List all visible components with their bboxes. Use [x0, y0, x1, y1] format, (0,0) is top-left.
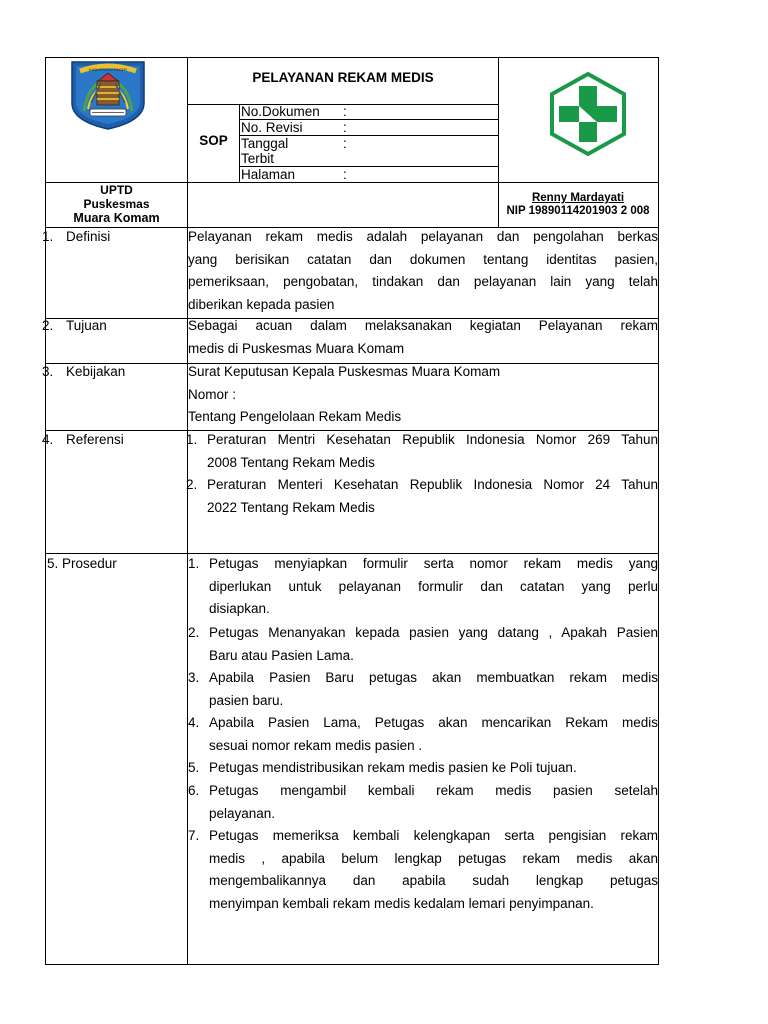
section-body-kebijakan [188, 361, 658, 429]
step-line: Petugas memeriksa kembali kelengkapan serta pengisian rekam [209, 828, 658, 843]
step-line: Petugas Menanyakan kepada pasien yang datang , Apakah Pasien [209, 625, 658, 640]
section-number: 4. [42, 432, 54, 447]
body-line: Sebagai acuan dalam melaksanakan kegiatan Pelayanan rekam [188, 318, 658, 333]
body-line: Surat Keputusan Kepala Puskesmas Muara Komam [188, 364, 501, 379]
step-line: diperlukan untuk pelayanan formulir dan catatan yang perlu [209, 578, 658, 594]
procedure-step [209, 825, 658, 916]
body-line: pemeriksaan, pengobatan, tindakan dan pelayanan lain yang telah [188, 274, 658, 290]
section-label-referensi: Referensi [66, 432, 124, 447]
section-label-prosedur: 5. Prosedur [47, 556, 117, 571]
signer-nip: NIP 19890114201903 2 008 [506, 205, 650, 217]
step-line: Petugas mengambil kembali rekam medis pasien setelah [209, 783, 658, 798]
logo-caption: KABUPATEN PASER [88, 67, 128, 72]
unit-line-uptd: UPTD [100, 183, 133, 197]
signature-block [498, 192, 658, 218]
body-line: yang berisikan catatan dan dokumen tentang identitas pasien, [188, 251, 658, 267]
step-line: sesuai nomor rekam medis pasien . [209, 737, 423, 753]
step-number: 3. [188, 670, 200, 685]
section-body-definisi [188, 226, 658, 317]
puskesmas-logo [546, 71, 630, 157]
unit-line-location: Muara Komam [73, 211, 160, 225]
meta-sep: : [343, 120, 347, 135]
step-line: menyimpan kembali rekam medis kedalam lemari penyimpanan. [209, 896, 594, 912]
section-label-tujuan: Tujuan [66, 318, 107, 333]
signer-name: Renny Mardayati [531, 192, 625, 204]
step-number: 6. [188, 783, 200, 798]
step-line: mengembalikannya dan apabila sudah lengkap petugas [209, 873, 658, 889]
step-number: 7. [188, 828, 200, 843]
section-number: 2. [42, 318, 54, 333]
meta-label-halaman: Halaman [241, 167, 296, 182]
section-number: 3. [42, 364, 54, 379]
meta-sep: : [343, 136, 347, 151]
meta-sep: : [343, 104, 347, 119]
procedure-step [209, 757, 658, 780]
step-number: 2. [188, 625, 200, 640]
step-number: 1. [188, 556, 200, 571]
body-line: Pelayanan rekam medis adalah pelayanan dan pengolahan berkas [188, 229, 658, 244]
reference-item [207, 429, 658, 474]
procedure-step [209, 780, 658, 825]
body-line: Nomor : [188, 386, 237, 402]
step-line: pasien baru. [209, 692, 284, 708]
step-number: 4. [188, 715, 200, 730]
meta-sep: : [343, 167, 347, 182]
section-label-kebijakan: Kebijakan [66, 364, 126, 379]
body-line: Tentang Pengelolaan Rekam Medis [188, 409, 402, 425]
unit-line-puskesmas: Puskesmas [83, 197, 150, 211]
reference-number: 2. [186, 477, 198, 492]
reference-line: 2008 Tentang Rekam Medis [207, 454, 375, 470]
reference-item [207, 474, 658, 519]
section-body-tujuan [188, 315, 658, 360]
procedure-step [209, 553, 658, 621]
regency-logo [64, 59, 152, 131]
section-number: 1. [42, 229, 54, 244]
step-line: medis , apabila belum lengkap petugas rekam medis akan [209, 850, 658, 866]
reference-line: Peraturan Mentri Kesehatan Republik Indonesia Nomor 269 Tahun [207, 432, 658, 447]
sop-label: SOP [199, 133, 228, 148]
step-line: Petugas mendistribusikan rekam medis pasien ke Poli tujuan. [209, 760, 577, 775]
reference-number: 1. [186, 432, 198, 447]
body-line: medis di Puskesmas Muara Komam [188, 340, 405, 356]
procedure-step [209, 667, 658, 712]
step-line: disiapkan. [209, 601, 270, 617]
unit-name [46, 183, 187, 225]
meta-label-no-revisi: No. Revisi [241, 120, 303, 135]
document-title: PELAYANAN REKAM MEDIS [252, 70, 434, 85]
step-line: Apabila Pasien Baru petugas akan membuatkan rekam medis [209, 670, 658, 685]
procedure-step [209, 712, 658, 757]
reference-line: 2022 Tentang Rekam Medis [207, 499, 375, 515]
step-line: Baru atau Pasien Lama. [209, 647, 354, 663]
step-line: pelayanan. [209, 805, 276, 821]
section-label-definisi: Definisi [66, 229, 111, 244]
step-line: Apabila Pasien Lama, Petugas akan mencarikan Rekam medis [209, 715, 658, 730]
step-number: 5. [188, 760, 200, 775]
reference-line: Peraturan Menteri Kesehatan Republik Indonesia Nomor 24 Tahun [207, 477, 658, 492]
step-line: Petugas menyiapkan formulir serta nomor rekam medis yang [209, 556, 658, 571]
procedure-step [209, 622, 658, 667]
meta-label-no-dokumen: No.Dokumen [241, 104, 320, 119]
body-line: diberikan kepada pasien [188, 297, 335, 313]
meta-label-terbit: Terbit [241, 151, 275, 166]
meta-label-tanggal: Tanggal [241, 136, 289, 151]
